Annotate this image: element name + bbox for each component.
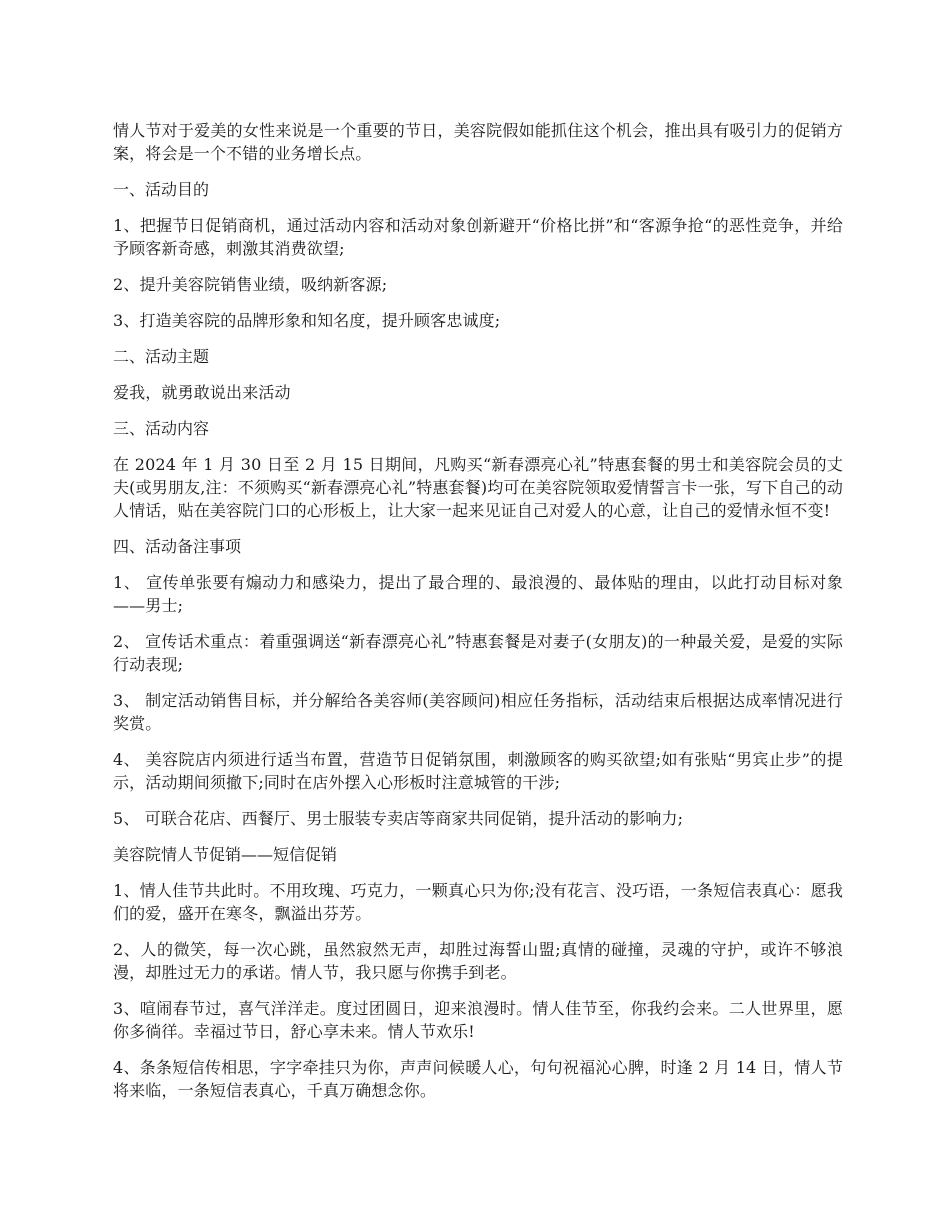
sms-item: 4、条条短信传相思，字字牵挂只为你，声声问候暖人心，句句祝福沁心脾，时逢 2 月 14 日，情人节将来临，一条短信表真心，千真万确想念你。 [113,1058,843,1100]
section-heading-notes: 四、活动备注事项 [113,537,242,556]
note-item: 3、 制定活动销售目标，并分解给各美容师(美容顾问)相应任务指标，活动结束后根据达成率情况进行奖赏。 [113,691,843,733]
section-heading-content: 三、活动内容 [113,419,210,438]
section-heading-theme: 二、活动主题 [113,347,210,366]
intro-paragraph: 情人节对于爱美的女性来说是一个重要的节日，美容院假如能抓住这个机会，推出具有吸引力的促销方案，将会是一个不错的业务增长点。 [113,121,843,163]
note-item: 2、 宣传话术重点：着重强调送“新春漂亮心礼”特惠套餐是对妻子(女朋友)的一种最关爱，是爱的实际行动表现; [113,632,843,674]
theme-text: 爱我，就勇敢说出来活动 [113,383,291,402]
note-item: 4、 美容院店内须进行适当布置，营造节日促销氛围，刺激顾客的购买欲望;如有张贴“男宾止步”的提示，活动期间须撤下;同时在店外摆入心形板时注意城管的干涉; [113,750,843,792]
goal-item: 2、提升美容院销售业绩，吸纳新客源; [113,275,388,294]
content-paragraph: 在 2024 年 1 月 30 日至 2 月 15 日期间，凡购买“新春漂亮心礼”特惠套餐的男士和美容院会员的丈夫(或男朋友,注：不须购买“新春漂亮心礼”特惠套餐)均可在美容院领取爱情誓言卡一张，写下自己的动人情话，贴在美容院门口的心形板上，让大家一起来见证自己对爱人的心意，让自己的爱情永恒不变! [113,455,843,520]
sms-item: 3、喧闹春节过，喜气洋洋走。度过团圆日，迎来浪漫时。情人佳节至，你我约会来。二人世界里，愿你多徜徉。幸福过节日，舒心享未来。情人节欢乐! [113,999,843,1041]
section-heading-sms: 美容院情人节促销——短信促销 [113,845,338,864]
sms-item: 2、人的微笑，每一次心跳，虽然寂然无声，却胜过海誓山盟;真情的碰撞，灵魂的守护，或许不够浪漫，却胜过无力的承诺。情人节，我只愿与你携手到老。 [113,940,843,982]
goal-item: 1、把握节日促销商机，通过活动内容和活动对象创新避开“价格比拼”和“客源争抢“的恶性竞争，并给予顾客新奇感，刺激其消费欲望; [113,216,843,258]
note-item: 1、 宣传单张要有煽动力和感染力，提出了最合理的、最浪漫的、最体贴的理由，以此打动目标对象——男士; [113,573,843,615]
document-page [113,119,843,1115]
goal-item: 3、打造美容院的品牌形象和知名度，提升顾客忠诚度; [113,311,501,330]
section-heading-goals: 一、活动目的 [113,180,210,199]
note-item: 5、 可联合花店、西餐厅、男士服装专卖店等商家共同促销，提升活动的影响力; [113,809,684,828]
sms-item: 1、情人佳节共此时。不用玫瑰、巧克力，一颗真心只为你;没有花言、没巧语，一条短信表真心：愿我们的爱，盛开在寒冬，飘溢出芬芳。 [113,881,843,923]
